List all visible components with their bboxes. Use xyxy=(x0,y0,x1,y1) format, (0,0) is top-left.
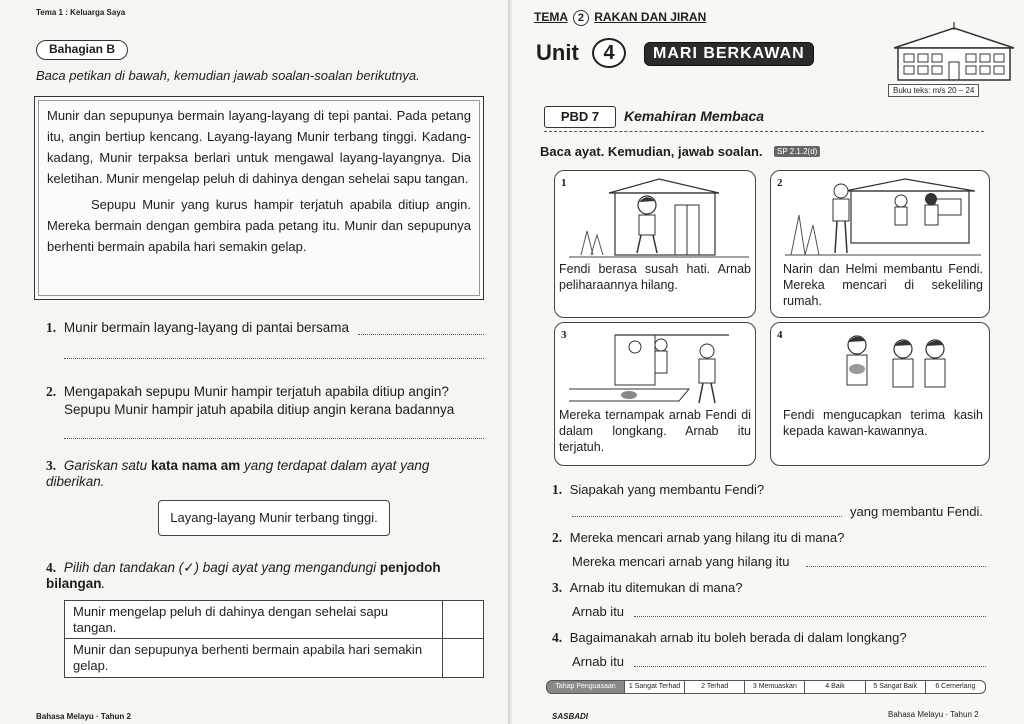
rating-option-3[interactable]: 3 Memuaskan xyxy=(745,680,805,694)
pbd-badge: PBD 7 xyxy=(544,106,616,128)
left-page xyxy=(0,0,510,724)
answer-line-rq3[interactable] xyxy=(634,616,986,617)
options-table xyxy=(64,600,484,678)
left-footer: Bahasa Melayu · Tahun 2 xyxy=(36,712,131,721)
option-text-2: Munir dan sepupunya berhenti bermain apabila hari semakin gelap. xyxy=(65,639,443,677)
unit-number: 4 xyxy=(592,38,626,68)
answer-line-rq1[interactable] xyxy=(572,516,842,517)
right-question-4: 4. Bagaimanakah arnab itu boleh berada di dalam longkang? xyxy=(552,630,907,645)
left-instruction: Baca petikan di bawah, kemudian jawab soalan-soalan berikutnya. xyxy=(36,68,420,83)
option-tick-box-2[interactable] xyxy=(443,639,483,677)
unit-label: Unit xyxy=(536,40,579,65)
answer-line-rq4[interactable] xyxy=(634,666,986,667)
option-tick-box-1[interactable] xyxy=(443,601,483,638)
story-panel-2: 2 Narin dan Helmi membantu Fendi. Mereka mencari di sekeliling rumah. xyxy=(770,170,990,318)
answer-line-q1b[interactable] xyxy=(64,358,484,359)
option-text-1: Munir mengelap peluh di dahinya dengan sehelai sapu tangan. xyxy=(65,601,443,638)
divider xyxy=(544,131,984,132)
rating-option-4[interactable]: 4 Baik xyxy=(805,680,865,694)
answer-line-q1a[interactable] xyxy=(358,334,484,335)
tema-title: TEMA 2 RAKAN DAN JIRAN xyxy=(534,10,707,24)
rating-option-6[interactable]: 6 Cemerlang xyxy=(926,680,986,694)
left-header-tema: Tema 1 : Keluarga Saya xyxy=(36,8,126,17)
story-panel-4: 4 Fendi mengucapkan terima kasih kepada kawan-kawannya. xyxy=(770,322,990,466)
left-question-2: 2. Mengapakah sepupu Munir hampir terjatuh apabila ditiup angin? xyxy=(46,384,449,399)
textbook-reference: Buku teks: m/s 20 – 24 xyxy=(888,84,979,97)
left-question-1: 1. Munir bermain layang-layang di pantai bersama xyxy=(46,320,350,335)
story-panel-3: 3 Mereka ternampak arnab Fendi di dalam longkang. Arnab itu terjatuh. xyxy=(554,322,756,466)
section-badge: Bahagian B xyxy=(36,40,128,60)
rating-bar xyxy=(546,680,986,694)
sp-tag: SP 2.1.2(d) xyxy=(774,146,820,157)
option-row xyxy=(65,639,483,677)
story-panel-1: 1 Fendi berasa susah hati. Arnab peliharaannya hilang. xyxy=(554,170,756,318)
rating-option-1[interactable]: 1 Sangat Terhad xyxy=(625,680,685,694)
right-answer-4: Arnab itu xyxy=(572,654,625,669)
right-question-1: 1. Siapakah yang membantu Fendi? xyxy=(552,482,765,497)
pbd-title: Kemahiran Membaca xyxy=(624,108,765,124)
rating-option-2[interactable]: 2 Terhad xyxy=(685,680,745,694)
panel-caption-2: Narin dan Helmi membantu Fendi. Mereka mencari di sekeliling rumah. xyxy=(783,262,983,308)
right-answer-3: Arnab itu xyxy=(572,604,625,619)
right-instruction: Baca ayat. Kemudian, jawab soalan. xyxy=(540,144,763,159)
panel-caption-1: Fendi berasa susah hati. Arnab peliharaannya hilang. xyxy=(559,262,751,292)
passage-box xyxy=(34,96,484,300)
panel-caption-3: Mereka ternampak arnab Fendi di dalam longkang. Arnab itu terjatuh. xyxy=(559,408,751,454)
right-footer: Bahasa Melayu · Tahun 2 xyxy=(888,710,979,719)
right-question-2: 2. Mereka mencari arnab yang hilang itu di mana? xyxy=(552,530,845,545)
publisher-logo: SASBADI xyxy=(552,712,589,721)
left-question-2-answer-start: Sepupu Munir hampir jatuh apabila ditiup angin kerana badannya xyxy=(64,402,455,417)
right-question-3: 3. Arnab itu ditemukan di mana? xyxy=(552,580,743,595)
unit-title: MARI BERKAWAN xyxy=(644,42,814,66)
rating-header: Tahap Penguasaan xyxy=(546,680,625,694)
rating-option-5[interactable]: 5 Sangat Baik xyxy=(866,680,926,694)
panel-caption-4: Fendi mengucapkan terima kasih kepada kawan-kawannya. xyxy=(783,408,983,438)
right-answer-1: yang membantu Fendi. xyxy=(850,504,983,519)
answer-line-q2[interactable] xyxy=(64,438,484,439)
left-question-4: 4. Pilih dan tandakan (✓) bagi ayat yang mengandungi penjodoh bilangan. xyxy=(46,560,441,591)
boys-thanking-illustration xyxy=(785,327,981,409)
answer-line-rq2[interactable] xyxy=(806,566,986,567)
friends-searching-illustration xyxy=(785,175,981,261)
example-sentence-box: Layang-layang Munir terbang tinggi. xyxy=(158,500,390,536)
rabbit-in-drain-illustration xyxy=(569,327,749,409)
school-building-icon xyxy=(890,22,1018,84)
tema-number: 2 xyxy=(573,10,589,26)
right-answer-2: Mereka mencari arnab yang hilang itu xyxy=(572,554,790,569)
left-question-3: 3. Gariskan satu kata nama am yang terdapat dalam ayat yang diberikan. xyxy=(46,458,430,489)
option-row xyxy=(65,601,483,639)
passage-paragraph-2: Sepupu Munir yang kurus hampir terjatuh apabila ditiup angin. Mereka bermain dengan gembira pada petang itu. Munir dan sepupunya berhenti bermain apabila hari semakin gelap. xyxy=(47,197,471,254)
passage-paragraph-1: Munir dan sepupunya bermain layang-layang di tepi pantai. Pada petang itu, angin bertiup kencang. Layang-layang Munir terbang tinggi. Kadang-kadang, Munir terpaksa berlari untuk mengawal layang-layangnya. Dia keletihan. Munir mengelap peluh di dahinya dengan sehelai sapu tangan. xyxy=(47,108,471,186)
boy-sad-house-illustration xyxy=(569,175,749,261)
